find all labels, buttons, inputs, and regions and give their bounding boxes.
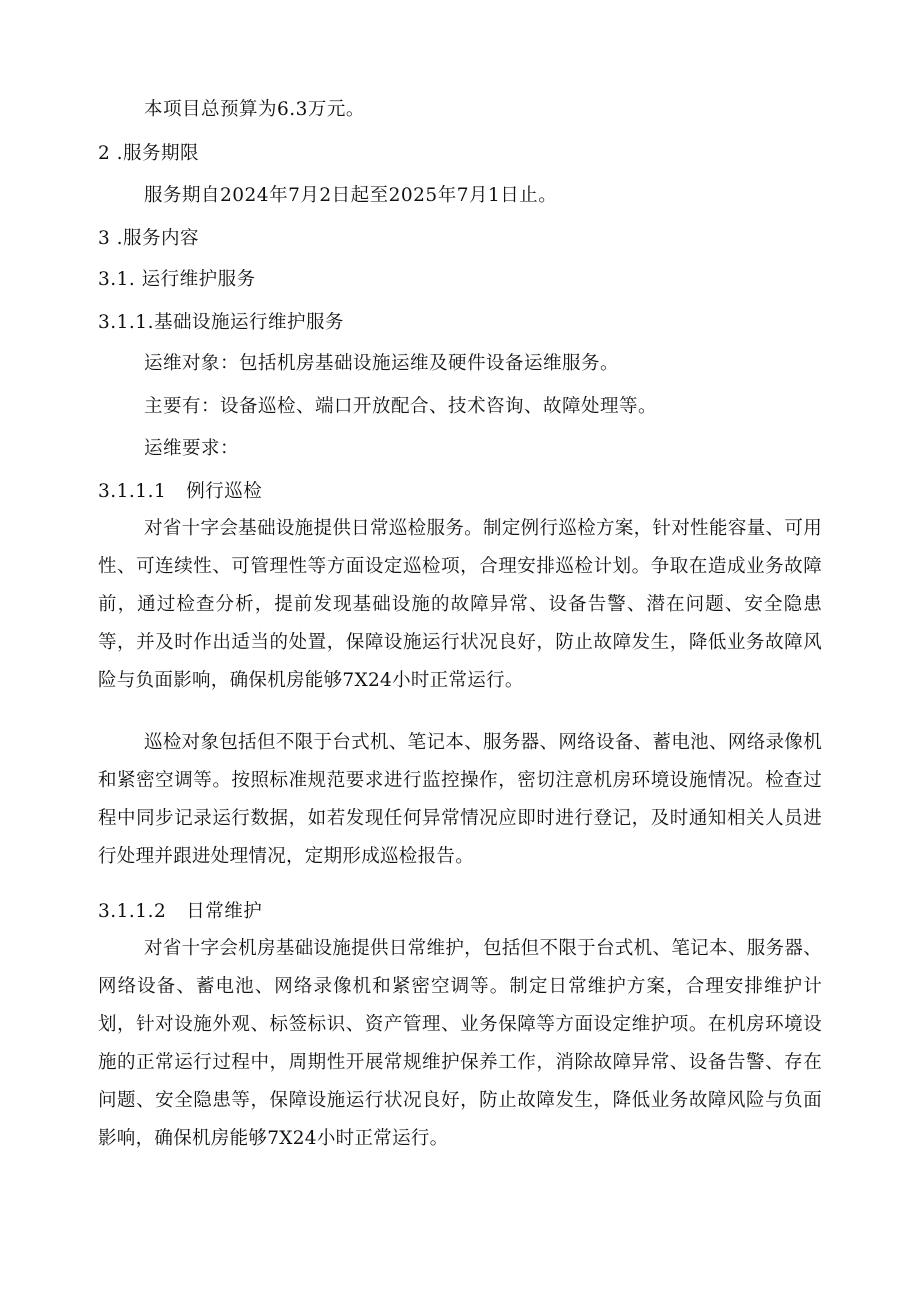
routine-inspection-paragraph: 对省十字会基础设施提供日常巡检服务。制定例行巡检方案，针对性能容量、可用性、可连续性、可管理性等方面设定巡检项，合理安排巡检计划。争取在造成业务故障前，通过检查分析，提前发现基础设施的故障异常、设备告警、潜在问题、安全隐患等，并及时作出适当的处置，保障设施运行状况良好，防止故障发生，降低业务故障风险与负面影响，确保机房能够7X24小时正常运行。 xyxy=(98,518,822,691)
section-title: 例行巡检 xyxy=(186,481,263,502)
section-3-1-1-heading: 3.1.1.基础设施运行维护服务 xyxy=(98,312,344,333)
section-number: 3.1.1.2 xyxy=(98,901,167,922)
ops-main-text: 主要有：设备巡检、端口开放配合、技术咨询、故障处理等。 xyxy=(144,396,658,417)
budget-line: 本项目总预算为6.3万元。 xyxy=(144,99,365,120)
ops-requirements-label: 运维要求： xyxy=(144,438,240,459)
section-3-heading: 3 .服务内容 xyxy=(98,228,200,249)
section-3-1-heading: 3.1. 运行维护服务 xyxy=(98,269,256,290)
section-number: 3.1.1.1 xyxy=(98,481,167,502)
inspection-objects-paragraph: 巡检对象包括但不限于台式机、笔记本、服务器、网络设备、蓄电池、网络录像机和紧密空调等。按照标准规范要求进行监控操作，密切注意机房环境设施情况。检查过程中同步记录运行数据，如若发现任何异常情况应即时进行登记，及时通知相关人员进行处理并跟进处理情况，定期形成巡检报告。 xyxy=(98,732,822,867)
ops-object-text: 运维对象：包括机房基础设施运维及硬件设备运维服务。 xyxy=(144,353,620,374)
section-3-1-1-2-heading xyxy=(98,900,262,924)
section-2-heading: 2 .服务期限 xyxy=(98,143,200,164)
daily-maintenance-paragraph: 对省十字会机房基础设施提供日常维护，包括但不限于台式机、笔记本、服务器、网络设备、蓄电池、网络录像机和紧密空调等。制定日常维护方案，合理安排维护计划，针对设施外观、标签标识、资产管理、业务保障等方面设定维护项。在机房环境设施的正常运行过程中，周期性开展常规维护保养工作，消除故障异常、设备告警、存在问题、安全隐患等，保障设施运行状况良好，防止故障发生，降低业务故障风险与负面影响，确保机房能够7X24小时正常运行。 xyxy=(98,938,822,1149)
section-title: 日常维护 xyxy=(186,901,263,922)
section-3-1-1-1-heading xyxy=(98,480,262,504)
service-period-text: 服务期自2024年7月2日起至2025年7月1日止。 xyxy=(144,185,558,206)
